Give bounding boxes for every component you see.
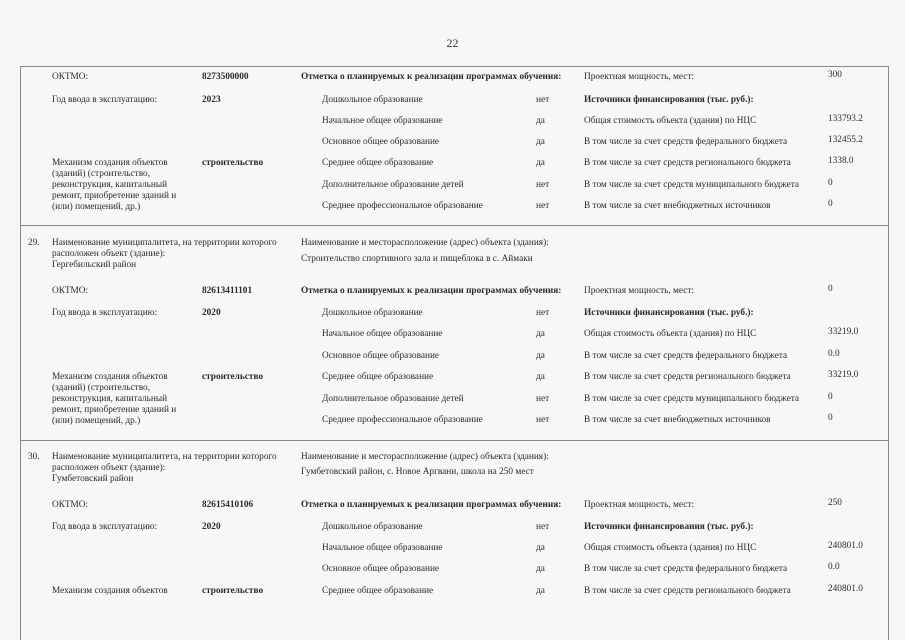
table-right-border xyxy=(888,66,889,640)
municipality-label: Наименование муниципалитета, на территории которого расположен объект (здание): xyxy=(52,452,277,473)
extra-label: В том числе за счет внебюджетных источников xyxy=(584,201,771,211)
program-mark: да xyxy=(536,329,545,339)
page-number: 22 xyxy=(446,36,459,50)
object-label: Наименование и месторасположение (адрес) объекта (здания): xyxy=(301,238,549,248)
program-label: Дошкольное образование xyxy=(322,308,423,318)
table-left-border xyxy=(20,66,21,640)
program-label: Начальное общее образование xyxy=(322,116,443,126)
regional-value: 240801.0 xyxy=(828,584,863,594)
year-label: Год ввода в эксплуатацию: xyxy=(52,522,158,532)
program-mark: нет xyxy=(536,522,550,532)
program-label: Основное общее образование xyxy=(322,564,440,574)
object-label: Наименование и месторасположение (адрес) объекта (здания): xyxy=(301,452,549,462)
capacity-label: Проектная мощность, мест: xyxy=(584,286,695,296)
program-label: Дополнительное образование детей xyxy=(322,180,464,190)
program-mark: нет xyxy=(536,180,550,190)
extra-value: 0 xyxy=(828,413,833,423)
regional-value: 1338.0 xyxy=(828,156,854,166)
capacity-label: Проектная мощность, мест: xyxy=(584,500,695,510)
mechanism-value: строительство xyxy=(202,586,264,596)
program-mark: да xyxy=(536,564,545,574)
programs-header: Отметка о планируемых к реализации программах обучения: xyxy=(301,72,562,82)
regional-label: В том числе за счет средств регионального бюджета xyxy=(584,158,791,168)
program-mark: нет xyxy=(536,308,550,318)
row-number: 30. xyxy=(28,452,40,462)
program-label: Дошкольное образование xyxy=(322,522,423,532)
municipality-value: Гумбетовский район xyxy=(52,474,134,484)
total-cost-value: 240801.0 xyxy=(828,541,863,551)
program-label: Начальное общее образование xyxy=(322,329,443,339)
year-value: 2020 xyxy=(202,308,221,318)
program-label: Среднее профессиональное образование xyxy=(322,201,483,211)
financing-header: Источники финансирования (тыс. руб.): xyxy=(584,95,754,105)
financing-header: Источники финансирования (тыс. руб.): xyxy=(584,522,754,532)
total-cost-label: Общая стоимость объекта (здания) по НЦС xyxy=(584,543,757,553)
program-label: Среднее общее образование xyxy=(322,586,434,596)
program-mark: да xyxy=(536,116,545,126)
federal-value: 0.0 xyxy=(828,349,840,359)
program-label: Дополнительное образование детей xyxy=(322,394,464,404)
municipal-label: В том числе за счет средств муниципального бюджета xyxy=(584,180,800,190)
program-mark: да xyxy=(536,158,545,168)
total-cost-label: Общая стоимость объекта (здания) по НЦС xyxy=(584,116,757,126)
total-cost-label: Общая стоимость объекта (здания) по НЦС xyxy=(584,329,757,339)
municipal-value: 0 xyxy=(828,392,833,402)
oktmo-label: ОКТМО: xyxy=(52,286,89,296)
federal-value: 132455.2 xyxy=(828,135,863,145)
program-mark: нет xyxy=(536,95,550,105)
capacity-value: 250 xyxy=(828,498,842,508)
mechanism-label: Механизм создания объектов xyxy=(52,586,168,596)
program-mark: да xyxy=(536,137,545,147)
total-cost-value: 33219.0 xyxy=(828,327,859,337)
total-cost-value: 133793.2 xyxy=(828,114,863,124)
oktmo-value: 82613411101 xyxy=(202,286,253,296)
oktmo-value: 8273500000 xyxy=(202,72,249,82)
regional-value: 33219.0 xyxy=(828,370,859,380)
program-mark: да xyxy=(536,586,545,596)
row-divider xyxy=(20,225,888,226)
mechanism-label: Механизм создания объектов (зданий) (строительство, реконструкция, капитальный ремонт, приобретение зданий и (или) помещений, др.) xyxy=(52,158,177,212)
oktmo-value: 82615410106 xyxy=(202,500,254,510)
regional-label: В том числе за счет средств регионального бюджета xyxy=(584,586,791,596)
municipal-label: В том числе за счет средств муниципального бюджета xyxy=(584,394,800,404)
program-label: Среднее профессиональное образование xyxy=(322,415,483,425)
extra-value: 0 xyxy=(828,199,833,209)
federal-label: В том числе за счет средств федерального бюджета xyxy=(584,564,788,574)
mechanism-label: Механизм создания объектов (зданий) (строительство, реконструкция, капитальный ремонт, приобретение зданий и (или) помещений, др.) xyxy=(52,372,177,426)
year-value: 2020 xyxy=(202,522,221,532)
year-label: Год ввода в эксплуатацию: xyxy=(52,308,158,318)
program-mark: да xyxy=(536,543,545,553)
federal-value: 0.0 xyxy=(828,562,840,572)
program-label: Начальное общее образование xyxy=(322,543,443,553)
table-top-border xyxy=(20,66,888,67)
program-mark: да xyxy=(536,351,545,361)
program-mark: нет xyxy=(536,415,550,425)
program-label: Среднее общее образование xyxy=(322,158,434,168)
mechanism-value: строительство xyxy=(202,372,264,382)
row-divider xyxy=(20,440,888,441)
year-value: 2023 xyxy=(202,95,221,105)
program-label: Дошкольное образование xyxy=(322,95,423,105)
object-value: Строительство спортивного зала и пищеблока в с. Аймаки xyxy=(301,254,533,264)
year-label: Год ввода в эксплуатацию: xyxy=(52,95,158,105)
federal-label: В том числе за счет средств федерального бюджета xyxy=(584,351,788,361)
federal-label: В том числе за счет средств федерального бюджета xyxy=(584,137,788,147)
program-label: Основное общее образование xyxy=(322,137,440,147)
municipality-value: Гергебильский район xyxy=(52,260,137,270)
object-value: Гумбетовский район, с. Новое Аргвани, школа на 250 мест xyxy=(301,467,534,477)
program-label: Среднее общее образование xyxy=(322,372,434,382)
program-label: Основное общее образование xyxy=(322,351,440,361)
municipality-label: Наименование муниципалитета, на территории которого расположен объект (здание): xyxy=(52,238,277,259)
program-mark: нет xyxy=(536,201,550,211)
programs-header: Отметка о планируемых к реализации программах обучения: xyxy=(301,500,562,510)
financing-header: Источники финансирования (тыс. руб.): xyxy=(584,308,754,318)
capacity-value: 300 xyxy=(828,70,842,80)
oktmo-label: ОКТМО: xyxy=(52,500,89,510)
mechanism-value: строительство xyxy=(202,158,264,168)
oktmo-label: ОКТМО: xyxy=(52,72,89,82)
extra-label: В том числе за счет внебюджетных источников xyxy=(584,415,771,425)
capacity-value: 0 xyxy=(828,284,833,294)
capacity-label: Проектная мощность, мест: xyxy=(584,72,695,82)
program-mark: нет xyxy=(536,394,550,404)
municipal-value: 0 xyxy=(828,178,833,188)
program-mark: да xyxy=(536,372,545,382)
programs-header: Отметка о планируемых к реализации программах обучения: xyxy=(301,286,562,296)
regional-label: В том числе за счет средств регионального бюджета xyxy=(584,372,791,382)
row-number: 29. xyxy=(28,238,40,248)
